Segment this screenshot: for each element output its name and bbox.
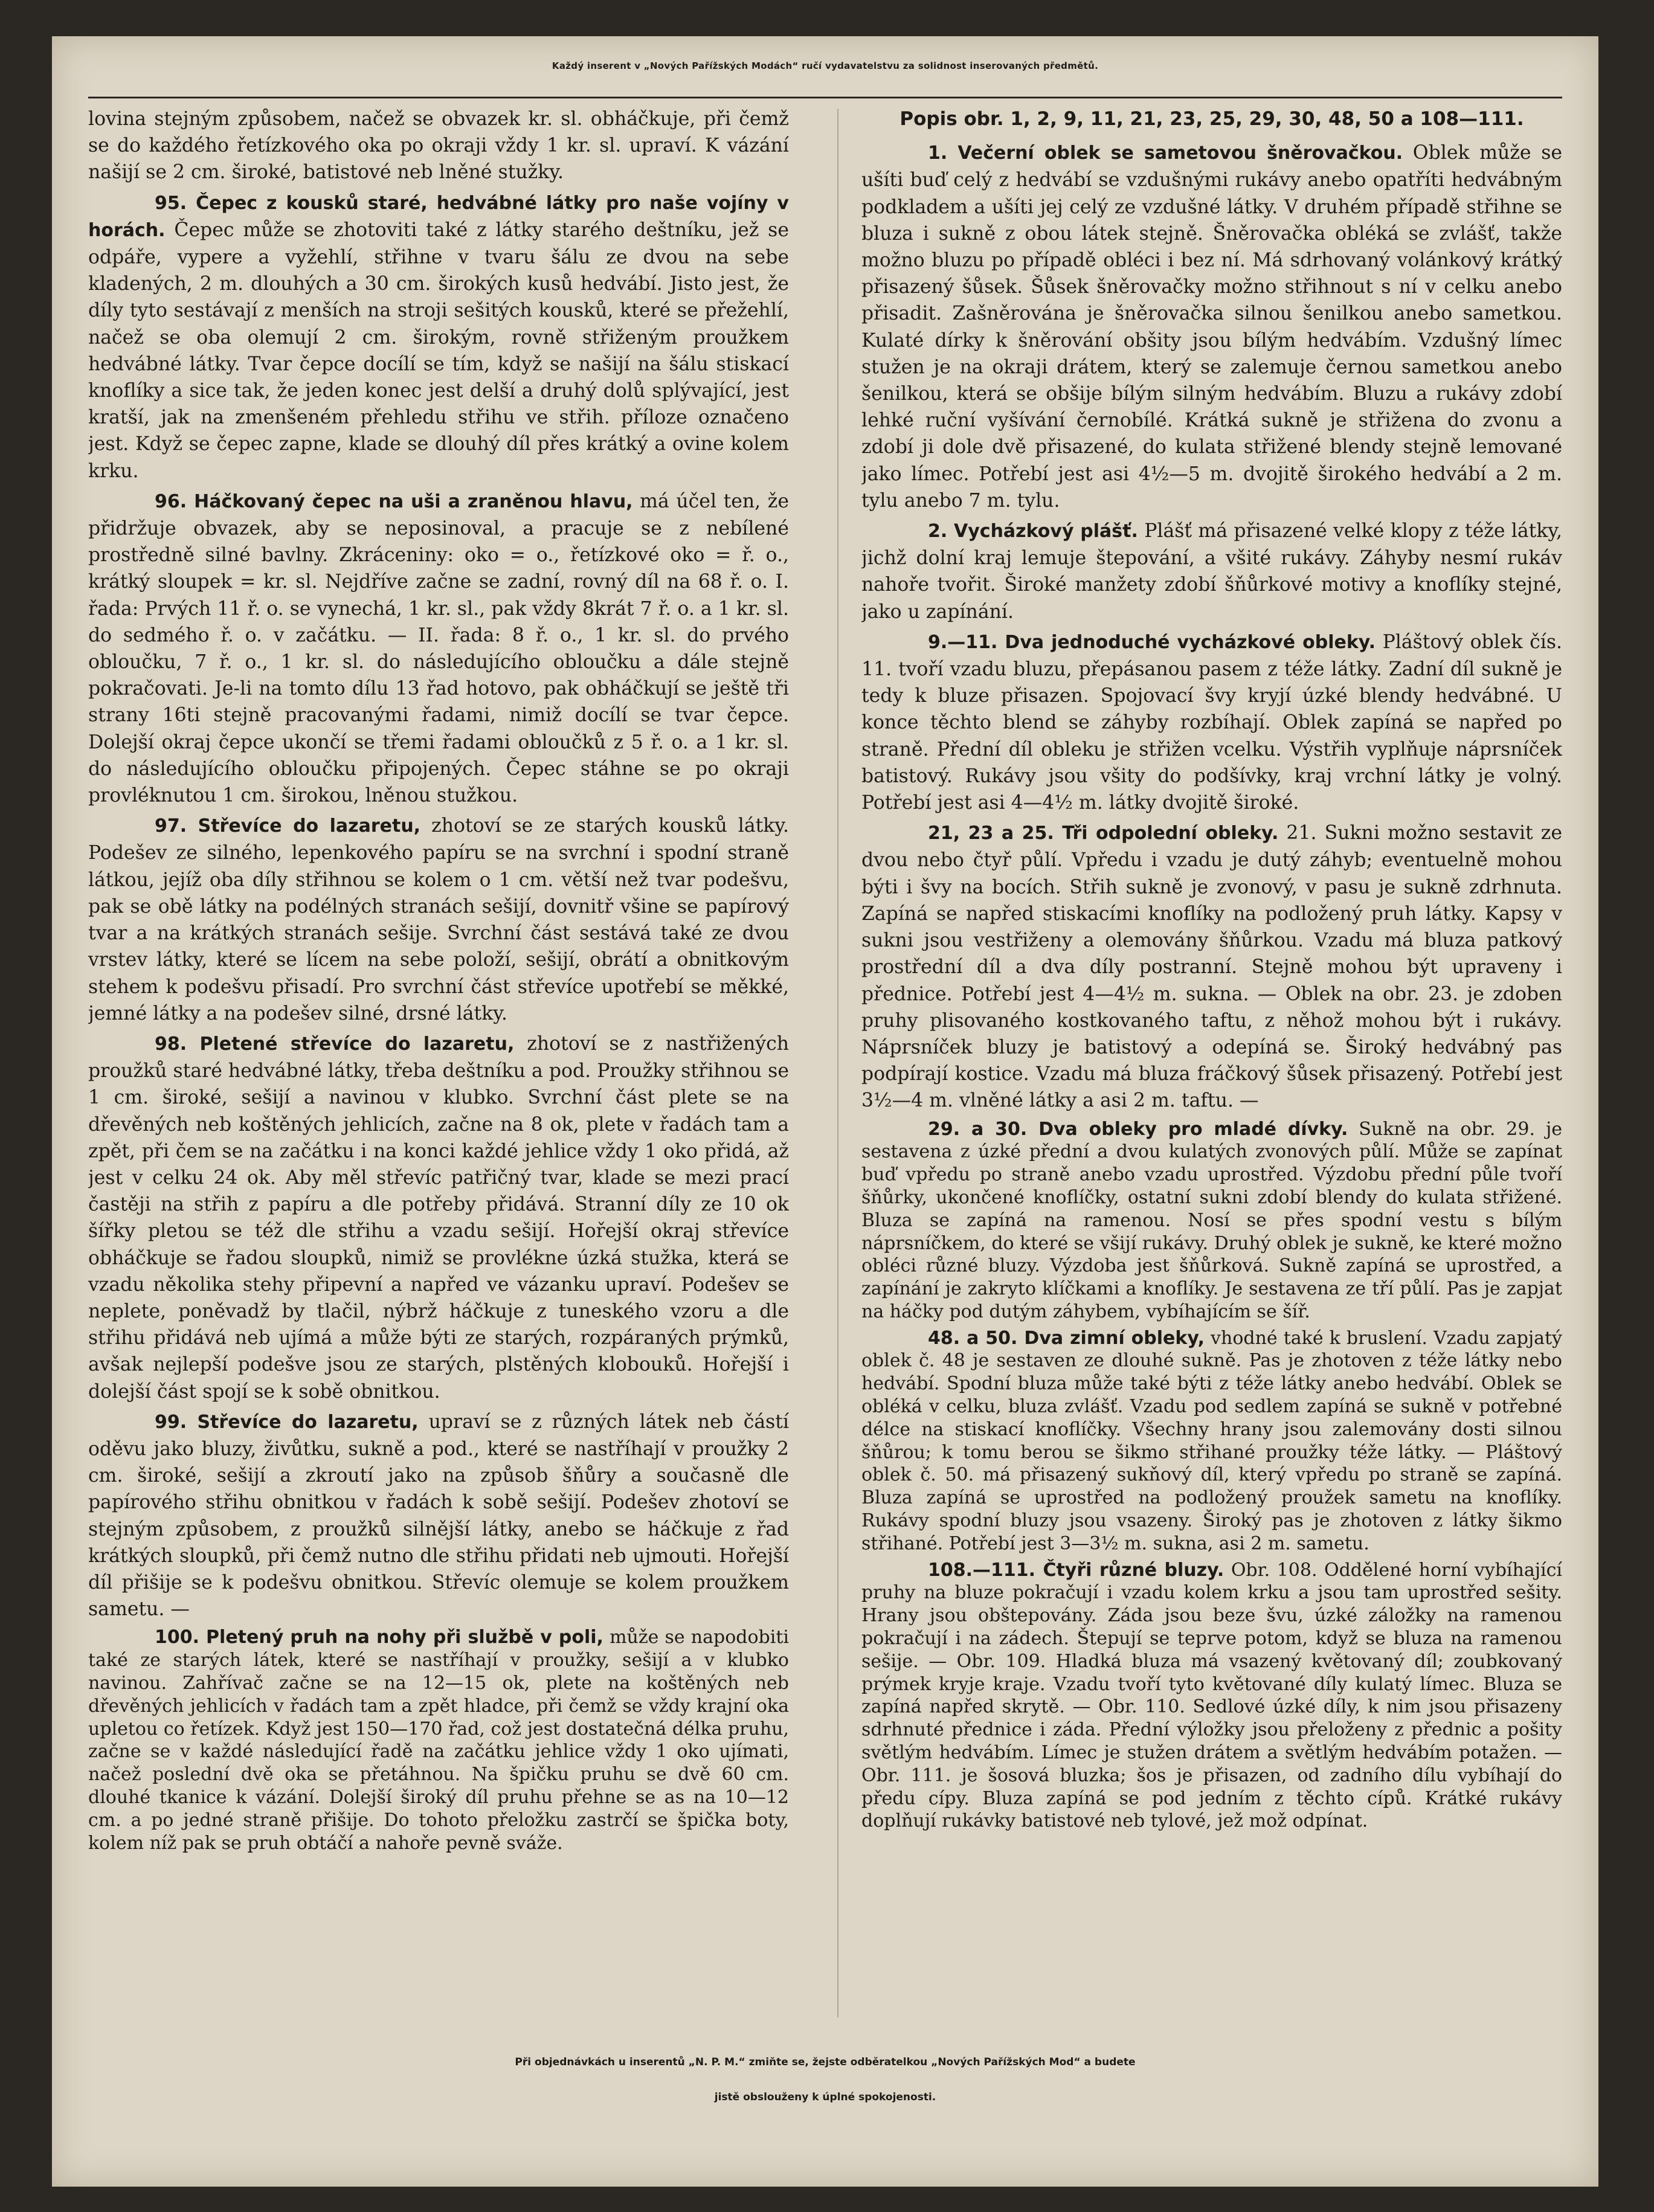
paragraph-continued: lovina stejným způsobem, načež se obvazek kr. sl. obháčkuje, při čemž se do každého řetízkového oka po okraji vždy 1 kr. sl. upraví. K vázání našijí se 2 cm. široké, batistové neb lněné stužky. bbox=[88, 108, 789, 184]
article-95 bbox=[88, 190, 789, 484]
section-108 bbox=[861, 1559, 1562, 1833]
article-98 bbox=[88, 1030, 789, 1405]
article-95-title: 95. Čepec z kousků staré, hedvábné látky pro naše vojíny v horách. bbox=[88, 192, 789, 241]
section-108-title: 108.—111. Čtyři různé bluzy. bbox=[928, 1559, 1224, 1581]
section-9-title: 9.—11. Dva jednoduché vycházkové obleky. bbox=[928, 631, 1376, 653]
article-98-text: zhotoví se z nastřižených proužků staré hedvábné látky, třeba deštníku a pod. Proužky střihnou se 1 cm. široké, sešijí a navinou v klubko. Svrchní část plete se na dřevěných neb koštěných jehlicích, začne na 8 ok, plete v řadách tam a zpět, při čem se na začátku i na konci každé jehlice vždy 1 oko přidá, až jest v celku 24 ok. Aby měl střevíc patřičný tvar, klade se mezi prací častěji na střih z papíru a dle potřeby přidává. Stranní díly ze 10 ok šířky pletou se též dle střihu a vzadu sešijí. Hořejší okraj střevíce obháčkuje se řadou sloupků, nimiž se provlékne úzká stužka, která se vzadu několika stehy připevní a napřed ve vázanku upraví. Podešev se neplete, poněvadž by tlačil, nýbrž háčkuje z tuneského vzoru a dle střihu přidává neb ujímá a může býti ze starých, rozpáraných prýmků, avšak nejlepší podešve jsou ze starých, plstěných klobouků. Hořejší i dolejší část spojí se k sobě obnitkou. bbox=[88, 1032, 789, 1403]
right-column bbox=[861, 106, 1562, 2021]
section-1-text: Oblek může se ušíti buď celý z hedvábí se vzdušnými rukávy anebo opatříti hedvábným podkladem a ušíti jej celý ze vzdušné látky. V druhém případě střihne se bluza i sukně z obou látek stejně. Šněrovačka obléká se zvlášť, takže možno bluzu po případě obléci i bez ní. Má sdrhovaný volánkový krátký přisazený šůsek. Šůsek šněrovačky možno střihnout s ní v celku anebo přisadit. Zašněrována je šněrovačka silnou šenilkou anebo sametkou. Kulaté dírky k šněrování obšity jsou bílým hedvábím. Vzdušný límec stužen je na okraji drátem, který se zalemuje černou sametkou anebo šenilkou, která se obšije bílým silným hedvábím. Bluzu a rukávy zdobí lehké ruční vyšívání černobílé. Krátká sukně je střižena do zvonu a zdobí ji dole dvě přisazené, do kulata střižené blendy stejně lemované jako límec. Potřebí jest asi 4½—5 m. dvojitě širokého hedvábí a 2 m. tylu anebo 7 m. tylu. bbox=[861, 142, 1562, 512]
magazine-page bbox=[52, 36, 1598, 2187]
article-99-title: 99. Střevíce do lazaretu, bbox=[155, 1411, 419, 1433]
section-2-title: 2. Vycházkový plášť. bbox=[928, 521, 1138, 542]
section-1 bbox=[861, 140, 1562, 514]
column-separator bbox=[837, 109, 838, 2017]
article-96 bbox=[88, 488, 789, 809]
section-21-title: 21, 23 a 25. Tři odpolední obleky. bbox=[928, 823, 1279, 844]
header-rule bbox=[88, 97, 1562, 98]
footer-line-1: Při objednávkách u inserentů „N. P. M.“ zmiňte se, žejste odběratelkou „Nových Pařížských Mod“ a budete bbox=[515, 2056, 1136, 2068]
section-2 bbox=[861, 518, 1562, 625]
section-21-text: 21. Sukni možno sestavit ze dvou nebo čtyř půlí. Vpředu i vzadu je dutý záhyb; eventuelně mohou býti i švy na bocích. Střih sukně je zvonový, v pasu je sukně zdrhnuta. Zapíná se napřed stiskacími knoflíky na podložený pruh látky. Kapsy v sukni jsou vestřiženy a olemovány šňůrkou. Vzadu má bluza patkový prostřední díl a dva díly postranní. Stejně mohou být upraveny i přednice. Potřebí jest 4—4½ m. sukna. — Oblek na obr. 23. je zdoben pruhy plisovaného kostkovaného taftu, z něhož mohou být i rukávy. Náprsníček bluzy je batistový a odepíná se. Široký hedvábný pas podpírají kostice. Vzadu má bluza fráčkový šůsek přisazený. Potřebí jest 3½—4 m. vlněné látky a asi 2 m. taftu. — bbox=[861, 822, 1562, 1112]
right-column-title: Popis obr. 1, 2, 9, 11, 21, 23, 25, 29, 30, 48, 50 a 108—111. bbox=[899, 108, 1524, 130]
page-footer bbox=[52, 2045, 1598, 2115]
article-97-text: zhotoví se ze starých kousků látky. Podešev ze silného, lepenkového papíru se na svrchní i spodní straně látkou, jejíž oba díly střihnou se kolem o 1 cm. větší než tvar podešvu, pak se obě látky na podélných stranách sešijí, dovnitř všine se papírový tvar a na krátkých stranách sešije. Svrchní část sestává také ze dvou vrstev látky, které se lícem na sebe položí, sešijí, obrátí a obnitkovým stehem k podešvu přisadí. Pro svrchní část střevíce upotřebí se měkké, jemné látky a na podešev silné, drsné látky. bbox=[88, 815, 789, 1024]
section-108-text: Obr. 108. Oddělené horní vybíhající pruhy na bluze pokračují i vzadu kolem krku a jsou tam uprostřed sešity. Hrany jsou obštepovány. Záda jsou beze švu, úzké záložky na ramenou pokračují i na zádech. Štepují se teprve potom, když se bluza na ramenou sešije. — Obr. 109. Hladká bluza má vsazený květovaný díl; zoubkovaný prýmek kryje kraje. Vzadu tvoří tyto květované díly kulatý límec. Bluza se zapíná napřed skrytě. — Obr. 110. Sedlové úzké díly, k nim jsou přisazeny sdrhnuté přednice i záda. Přední výložky jsou přeloženy z přednic a pošity světlým hedvábím. Límec je stužen drátem a světlým hedvábím potažen. — Obr. 111. je šosová bluzka; šos je přisazen, od zadního dílu vybíhají do předu cípy. Bluza zapíná se pod jedním z těchto cípů. Krátké rukávy doplňují rukávky batistové neb tylové, jež mož odpínat. bbox=[861, 1559, 1562, 1832]
left-column bbox=[88, 106, 789, 2021]
section-21 bbox=[861, 820, 1562, 1114]
section-48-title: 48. a 50. Dva zimní obleky, bbox=[928, 1327, 1205, 1349]
footer-line-2: jistě obslouženy k úplné spokojenosti. bbox=[714, 2091, 936, 2103]
section-29 bbox=[861, 1118, 1562, 1323]
section-9 bbox=[861, 629, 1562, 816]
article-95-text: Čepec může se zhotoviti také z látky starého deštníku, jež se odpáře, vypere a vyžehlí, střihne v tvaru šálu ze dvou na sebe kladených, 2 m. dlouhých a 30 cm. širokých kusů hedvábí. Jisto jest, že díly tyto sestávají z menších na stroji sešitých kousků, které se přežehlí, načež se oba olemují 2 cm. širokým, rovně střiženým proužkem hedvábné látky. Tvar čepce docílí se tím, když se našijí na šálu stiskací knoflíky a sice tak, že jeden konec jest delší a druhý dolů splývající, jest kratší, jak na zmenšeném přehledu střihu ve střih. příloze označeno jest. Když se čepec zapne, klade se dlouhý díl přes krátký a ovine kolem krku. bbox=[88, 219, 789, 482]
article-99-text: upraví se z různých látek neb částí oděvu jako bluzy, živůtku, sukně a pod., které se nastříhají v proužky 2 cm. široké, sešijí a zkroutí jako na způsob šňůry a současně dle papírového střihu obnitkou v řadách k sobě sešijí. Podešev zhotoví se stejným způsobem, z proužků silnější látky, anebo se háčkuje z řad krátkých sloupků, při čemž nutno dle střihu přidati neb ujmouti. Hořejší díl přišije se k podešvu obnitkou. Střevíc olemuje se kolem proužkem sametu. — bbox=[88, 1410, 789, 1621]
article-99 bbox=[88, 1409, 789, 1623]
article-97-title: 97. Střevíce do lazaretu, bbox=[155, 815, 421, 837]
article-97 bbox=[88, 812, 789, 1027]
section-29-text: Sukně na obr. 29. je sestavena z úzké přední a dvou kulatých zvonových půlí. Může se zapínat buď vpředu po straně anebo vzadu uprostřed. Výzdobu přední půle tvoří šňůrky, ukončené knoflíčky, ostatní sukni zdobí blendy do kulata střižené. Bluza se zapíná na ramenou. Nosí se přes spodní vestu s bílým náprsníčkem, do které se všijí rukávy. Druhý oblek je sukně, ke které možno obléci různé bluzy. Výzdoba jest šňůrková. Sukně zapíná se uprostřed, a zapínání je zakryto klíčkami a knoflíky. Je sestavena ze tří půlí. Pas je zapjat na háčky pod dutým záhybem, vybíhajícím se šíř. bbox=[861, 1118, 1562, 1322]
article-100-title: 100. Pletený pruh na nohy při službě v poli, bbox=[155, 1627, 603, 1648]
section-2-text: Plášť má přisazené velké klopy z téže látky, jichž dolní kraj lemuje štepování, a všité rukávy. Záhyby nesmí rukáv nahoře tvořit. Široké manžety zdobí šňůrkové motivy a knoflíky stejné, jako u zapínání. bbox=[861, 520, 1562, 623]
section-48-text: vhodné také k bruslení. Vzadu zapjatý oblek č. 48 je sestaven ze dlouhé sukně. Pas je zhotoven z téže látky nebo hedvábí. Spodní bluza může také býti z téže látky anebo hedvábí. Oblek se obléká v celku, bluza zvlášť. Vzadu pod sedlem zapíná se sukně v potřebné délce na stiskací knoflíčky. Všechny hrany jsou zalemovány dosti silnou šňůrou; k tomu berou se šikmo střihané proužky téže látky. — Pláštový oblek č. 50. má přisazený sukňový díl, který vpředu po straně se zapíná. Bluza zapíná se uprostřed na podložený proužek sametu na knoflíky. Rukávy spodní bluzy jsou vsazeny. Široký pas je zhotoven z látky šikmo střihané. Potřebí jest 3—3½ m. sukna, asi 2 m. sametu. bbox=[861, 1327, 1562, 1554]
article-96-title: 96. Háčkovaný čepec na uši a zraněnou hlavu, bbox=[155, 490, 633, 512]
section-1-title: 1. Večerní oblek se sametovou šněrovačkou. bbox=[928, 143, 1403, 164]
article-96-text: má účel ten, že přidržuje obvazek, aby se neposinoval, a pracuje se z nebílené prostředně silné bavlny. Zkráceniny: oko = o., řetízkové oko = ř. o., krátký sloupek = kr. sl. Nejdříve začne se zadní, rovný díl na 68 ř. o. I. řada: Prvých 11 ř. o. se vynechá, 1 kr. sl., pak vždy 8krát 7 ř. o. a 1 kr. sl. do sedmého ř. o. v začátku. — II. řada: 8 ř. o., 1 kr. sl. do prvého obloučku, 7 ř. o., 1 kr. sl. do následujícího obloučku a dále stejně pokračovati. Je-li na tomto dílu 13 řad hotovo, pak obháčkují se ještě tři strany 16ti stejně pracovanými řadami, nimiž docílí se tvar čepce. Dolejší okraj čepce ukončí se třemi řadami obloučků z 5 ř. o. a 1 kr. sl. do následujícího obloučku připojených. Čepec stáhne se po okraji provléknutou 1 cm. širokou, lněnou stužkou. bbox=[88, 490, 789, 807]
article-100 bbox=[88, 1626, 789, 1854]
section-48 bbox=[861, 1327, 1562, 1555]
section-9-text: Pláštový oblek čís. 11. tvoří vzadu bluzu, přepásanou pasem z téže látky. Zadní díl sukně je tedy k bluze přisazen. Spojovací švy kryjí úzké blendy hedvábné. U konce těchto blend se záhyby rozbíhají. Oblek zapíná se napřed po straně. Přední díl obleku je střižen vcelku. Výstřih vyplňuje náprsníček batistový. Rukávy jsou všity do podšívky, kraj vrchní látky je volný. Potřebí jest asi 4—4½ m. látky dvojitě široké. bbox=[861, 631, 1562, 814]
article-98-title: 98. Pletené střevíce do lazaretu, bbox=[155, 1033, 515, 1055]
section-29-title: 29. a 30. Dva obleky pro mladé dívky. bbox=[928, 1118, 1348, 1140]
page-header: Každý inserent v „Nových Pařížských Modách“ ručí vydavatelstvu za solidnost inserovaných předmětů. bbox=[552, 60, 1099, 71]
article-100-text: může se napodobiti také ze starých látek, které se nastříhají v proužky, sešijí a v klubko navinou. Zahřívač začne se na 12—15 ok, plete na koštěných neb dřevěných jehlicích v řadách tam a zpět hladce, při čemž se vždy krajní oka upletou co řetízek. Když jest 150—170 řad, což jest dostatečná délka pruhu, začne se v každé následující řadě na začátku jehlice vždy 1 oko ujímati, načež poslední dvě oka se přetáhnou. Na špičku pruhu se dvě 60 cm. dlouhé tkanice k vázání. Dolejší široký díl pruhu přehne se as na 10—12 cm. a po jedné straně přišije. Do tohoto přeložku zastrčí se špička boty, kolem níž pak se pruh obtáčí a nahoře pevně sváže. bbox=[88, 1627, 789, 1854]
